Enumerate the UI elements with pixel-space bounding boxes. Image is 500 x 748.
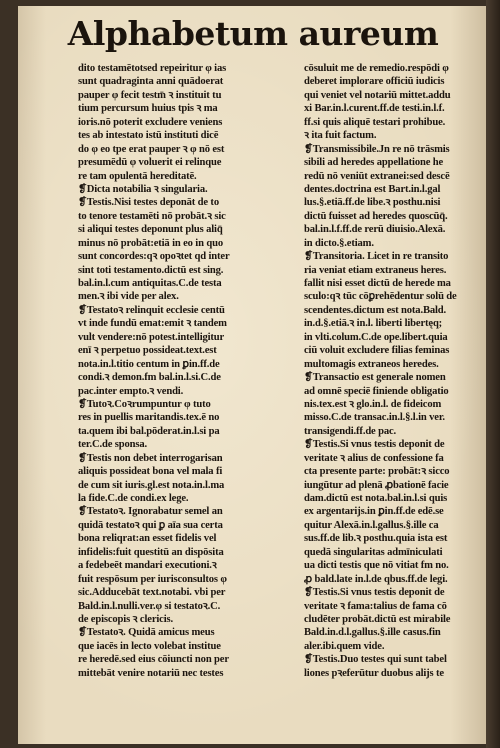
text-line: ❡Transactio est generale nomen bbox=[304, 372, 446, 384]
text-line: veritate ꝛ fama:talius de fama cō bbox=[304, 600, 447, 612]
text-line: la fide.C.de condi.ex lege. bbox=[78, 493, 189, 504]
text-line: ❡Tutoꝛ.Coꝛrumpuntur φ tuto bbox=[78, 398, 211, 410]
page-title: Alphabetum aureum bbox=[67, 14, 439, 53]
text-line: qui veniet vel notariū mittet.addu bbox=[304, 89, 451, 101]
text-line: ꝓ bald.late in.l.de qbus.ff.de legi. bbox=[304, 573, 448, 585]
text-line: ❡Testis non debet interrogarisan bbox=[78, 452, 223, 464]
text-line: aliquis possideat bona vel mala fi bbox=[78, 466, 223, 478]
text-line: ❡Testis.Duo testes qui sunt tabel bbox=[304, 654, 447, 666]
text-line: si aliqui testes deponunt plus aliq̄ bbox=[78, 224, 223, 236]
text-line: infidelis:fuit questitū an dispōsita bbox=[78, 546, 224, 558]
text-line: de cum sit iuris.gl.est nota.in.l.ma bbox=[78, 479, 225, 491]
text-line: fallit nisi esset dictū de herede ma bbox=[304, 278, 451, 289]
text-line: ter.C.de sponsa. bbox=[78, 439, 148, 451]
text-line: ad omnē speciē finiende obligatio bbox=[304, 385, 449, 397]
text-line: sculo:qꝛ tūc cōꝑrehēdentur solū de bbox=[304, 291, 457, 303]
text-line: ff.si quis aliquē testari prohibue. bbox=[304, 116, 446, 128]
text-line: cōsuluit me de remedio.respōdi φ bbox=[304, 63, 449, 74]
text-line: cta presente parte: probāt:ꝛ sicco bbox=[304, 466, 450, 478]
text-line: multomagis extraneos heredes. bbox=[304, 358, 439, 370]
text-line: iungūtur ad plenā ꝓbationē facie bbox=[304, 479, 449, 491]
text-line: sic.Adducebāt text.notabi. vbi per bbox=[78, 587, 226, 599]
text-line: que iacēs in lecto volebat institue bbox=[78, 640, 221, 652]
text-line: redū nō veniūt extranei:sed descē bbox=[304, 170, 450, 182]
text-line: liones pꝛeferūtur duobus alijs te bbox=[304, 667, 444, 679]
text-line: in dicto.§.etiam. bbox=[304, 237, 374, 249]
text-line: a fedebeēt mandari executioni.ꝛ bbox=[78, 560, 217, 572]
text-line: to tenore testamēti nō probāt.ꝛ sic bbox=[78, 210, 226, 222]
text-line: scendentes.dictum est nota.Bald. bbox=[304, 304, 447, 316]
book-edge bbox=[486, 0, 500, 748]
text-line: quidā testatoꝛ qui ꝑ aīa sua certa bbox=[78, 519, 223, 531]
text-line: quitur Alexā.in.l.gallus.§.ille ca bbox=[304, 519, 439, 531]
text-line: veritate ꝛ alius de confessione fa bbox=[304, 452, 444, 464]
right-text-column bbox=[304, 62, 488, 680]
text-line: cludēter probāt.dictū est mirabile bbox=[304, 613, 451, 625]
text-line: ❡Testatoꝛ relinquit ecclesie centū bbox=[78, 304, 225, 316]
text-line: sunt concordes:qꝛ opoꝛtet qd inter bbox=[78, 251, 230, 263]
text-line: lus.§.etiā.ff.de libe.ꝛ posthu.nisi bbox=[304, 197, 441, 209]
text-line: transigendi.ff.de pac. bbox=[304, 425, 397, 437]
text-line: vult vendere:nō potest.intelligitur bbox=[78, 331, 225, 343]
text-line: dito testamētotsed repeiritur φ ias bbox=[78, 63, 227, 74]
text-line: misso.C.de transac.in.l.§.l.in ver. bbox=[304, 412, 445, 424]
text-line: fuit respōsum per iurisconsultos φ bbox=[78, 573, 227, 585]
text-line: nis.tex.est ꝛ glo.in.l. de fideicom bbox=[304, 398, 442, 410]
text-line: ciū voluit excludere filias feminas bbox=[304, 345, 450, 357]
text-line: ❡Testatoꝛ. Ignorabatur semel an bbox=[78, 506, 223, 518]
text-line: de episcopis ꝛ clericis. bbox=[78, 613, 173, 625]
text-line: presumēdū φ voluerit ei relinque bbox=[78, 157, 222, 169]
text-line: ❡Dicta notabilia ꝛ singularia. bbox=[78, 183, 208, 195]
text-line: vt inde fundū emat:emit ꝛ tandem bbox=[78, 318, 227, 330]
text-line: sint toti testamento.dictū est sing. bbox=[78, 264, 224, 276]
text-line: Bald.in.d.l.gallus.§.ille casus.fin bbox=[304, 627, 441, 639]
text-line: ❡Transmissibile.Jn re nō trāsmis bbox=[304, 143, 450, 155]
text-line: res in puellis maritandis.tex.ē no bbox=[78, 412, 220, 424]
text-line: dam.dictū est nota.bal.in.l.si quis bbox=[304, 493, 448, 504]
text-line: ta.quem ibi bal.pōderat.in.l.si pa bbox=[78, 425, 220, 437]
text-line: dentes.doctrina est Bart.in.l.gal bbox=[304, 183, 441, 195]
text-line: sunt quadraginta anni quādoerat bbox=[78, 76, 224, 88]
text-line: aler.ibi.quem vide. bbox=[304, 640, 385, 652]
text-line: in vlti.colum.C.de ope.libert.quia bbox=[304, 331, 448, 343]
text-line: tium percursum huius tpis ꝛ ma bbox=[78, 103, 218, 115]
text-line: bal.in.l.f.ff.de rerū diuisio.Alexā. bbox=[304, 224, 446, 236]
text-line: condi.ꝛ demon.fm bal.in.l.si.C.de bbox=[78, 372, 221, 384]
text-line: re heredē.sed eius cōiuncti non per bbox=[78, 654, 229, 666]
text-line: ❡Testis.Si vnus testis deponit de bbox=[304, 587, 445, 599]
book-page bbox=[18, 6, 488, 744]
text-line: minus nō probāt:etiā in eo in quo bbox=[78, 237, 223, 249]
text-line: pauper φ fecit testm̄ ꝛ instituit tu bbox=[78, 89, 222, 101]
text-line: ꝛ ita fuit factum. bbox=[304, 130, 377, 142]
text-line: quedā singularitas admīniculati bbox=[304, 546, 443, 558]
text-line: ua dicti testis que nō vitiat fm no. bbox=[304, 560, 449, 572]
left-text-column bbox=[78, 62, 285, 680]
text-line: pac.inter empto.ꝛ vendi. bbox=[78, 385, 184, 397]
text-line: bona reliqrat:an esset fidelis vel bbox=[78, 533, 217, 545]
text-line: mittebāt venire notariū nec testes bbox=[78, 667, 224, 679]
text-line: ❡Transitoria. Licet in re transito bbox=[304, 251, 449, 263]
text-line: re tam opulentā hereditatē. bbox=[78, 170, 197, 182]
text-line: do φ eo tpe erat pauper ꝛ φ nō est bbox=[78, 143, 225, 155]
text-line: sibili ad heredes appellatione he bbox=[304, 157, 444, 169]
text-line: bal.in.l.cum antiquitas.C.de testa bbox=[78, 278, 222, 289]
text-line: ria veniat etiam extraneus heres. bbox=[304, 264, 447, 276]
text-line: ex argentarijs.in ꝑin.ff.de edē.se bbox=[304, 506, 444, 518]
text-line: nota.in.l.titio centum in ꝑin.ff.de bbox=[78, 358, 220, 370]
text-line: ❡Testatoꝛ. Quidā amicus meus bbox=[78, 627, 215, 639]
text-line: men.ꝛ ibi vide per alex. bbox=[78, 291, 179, 303]
text-line: ❡Testis.Nisi testes deponāt de to bbox=[78, 197, 219, 209]
text-line: xi Bar.in.l.curent.ff.de testi.in.l.f. bbox=[304, 103, 445, 115]
text-line: enī ꝛ perpetuo possideat.text.est bbox=[78, 345, 217, 357]
text-line: deberet implorare officiū iudicis bbox=[304, 76, 445, 88]
text-line: dictū fuisset ad heredes quoscūq̄. bbox=[304, 210, 448, 222]
text-line: ioris.nō poterit excludere veniens bbox=[78, 116, 223, 128]
text-line: Bald.in.l.nulli.ver.φ si testatoꝛ.C. bbox=[78, 600, 221, 612]
text-line: ❡Testis.Si vnus testis deponit de bbox=[304, 439, 445, 451]
text-line: sus.ff.de lib.ꝛ posthu.quia ista est bbox=[304, 533, 448, 545]
text-line: in.d.§.etiā.ꝛ in.l. liberti libertęq; bbox=[304, 318, 443, 330]
text-line: tes ab intestato istū instituti dicē bbox=[78, 130, 219, 142]
